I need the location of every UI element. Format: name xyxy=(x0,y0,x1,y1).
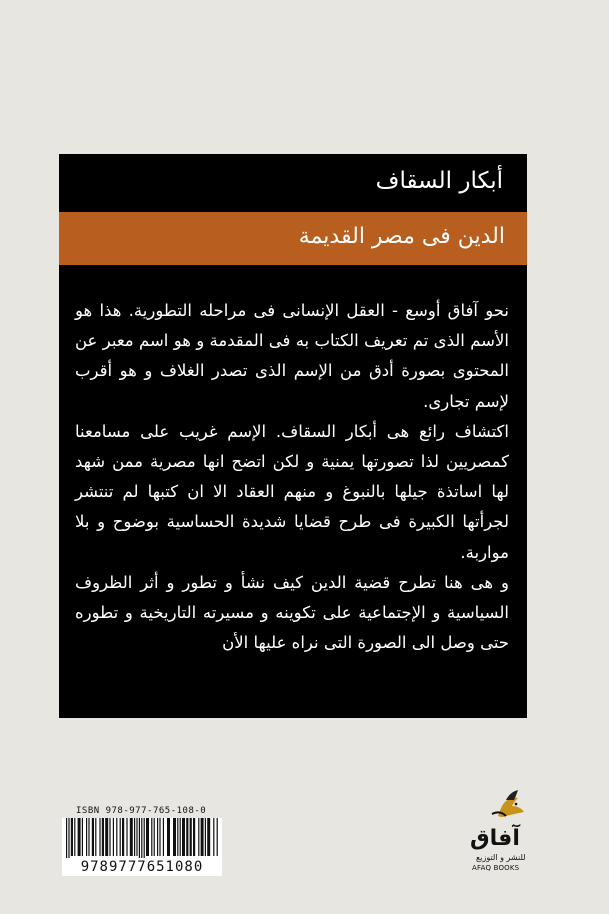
barcode-bar xyxy=(163,818,164,856)
barcode-bar xyxy=(82,818,83,856)
barcode-bar xyxy=(130,818,133,856)
barcode-bar xyxy=(120,818,121,856)
barcode-bar xyxy=(88,818,89,856)
barcode-bar xyxy=(116,818,117,856)
barcode-bar xyxy=(109,818,110,856)
barcode-bar xyxy=(99,818,100,856)
book-title: الدين فى مصر القديمة xyxy=(298,224,505,249)
title-band xyxy=(59,212,527,265)
barcode-bar xyxy=(217,818,218,856)
barcode-bar xyxy=(86,818,87,856)
publisher-name-ar: آفاق xyxy=(470,826,520,851)
barcode-bar xyxy=(159,818,160,856)
barcode-bar xyxy=(207,818,210,856)
barcode-bars xyxy=(62,818,222,860)
barcode-bar xyxy=(68,818,69,860)
barcode-bar xyxy=(113,818,114,856)
barcode-bar xyxy=(78,818,81,856)
barcode-bar xyxy=(74,818,75,856)
barcode-bar xyxy=(139,818,140,860)
barcode-bar xyxy=(146,818,149,856)
barcode-bar xyxy=(205,818,206,856)
barcode-digits: 9789777651080 xyxy=(62,858,222,876)
blurb-paragraph-2: اكتشاف رائع هى أبكار السقاف. الإسم غريب على مسامعنا كمصريين لذا تصورتها يمنية و لكن اتضح انها مصرية ممن شهد لها اساتذة جيلها بالنبوغ و منهم العقاد الا ان كتبها لم تنتشر لجرأتها الكبيرة فى طرح قضايا شديدة الحساسية بوضوح و بلا مواربة. xyxy=(75,421,509,562)
barcode-bar xyxy=(190,818,192,856)
author-name: أبكار السقاف xyxy=(375,168,503,194)
barcode-bar xyxy=(167,818,170,856)
barcode-bar xyxy=(151,818,152,856)
barcode-bar xyxy=(102,818,104,856)
barcode-bar xyxy=(186,818,188,856)
barcode-bar xyxy=(177,818,178,856)
blurb-text xyxy=(75,296,509,658)
barcode xyxy=(62,818,222,860)
barcode-bar xyxy=(136,818,137,856)
barcode-bar xyxy=(182,818,185,856)
barcode-bar xyxy=(198,818,199,856)
publisher-subtitle-ar: للنشر و التوزيع xyxy=(476,853,526,862)
barcode-bar xyxy=(126,818,127,856)
barcode-bar xyxy=(122,818,124,856)
publisher-name-en: AFAQ BOOKS xyxy=(472,864,520,872)
barcode-bar xyxy=(141,818,142,860)
barcode-bar xyxy=(173,818,176,856)
barcode-bar xyxy=(201,818,204,856)
barcode-bar xyxy=(144,818,145,860)
barcode-bar xyxy=(71,818,73,856)
barcode-bar xyxy=(213,818,214,856)
barcode-bar xyxy=(92,818,94,856)
blurb-paragraph-3: و هى هنا تطرح قضية الدين كيف نشأ و تطور و أثر الظروف السياسية و الإجتماعية على تكوينه و مسيرته التاريخية و تطوره حتى وصل الى الصورة التى نراه عليها الأن xyxy=(75,572,509,653)
barcode-bar xyxy=(193,818,195,856)
barcode-bar xyxy=(134,818,135,856)
barcode-bar xyxy=(157,818,158,856)
barcode-bar xyxy=(66,818,67,860)
back-cover-panel xyxy=(59,154,527,718)
barcode-bar xyxy=(95,818,96,856)
barcode-bar xyxy=(154,818,155,856)
barcode-bar xyxy=(105,818,108,856)
barcode-bar xyxy=(180,818,181,856)
isbn-label: ISBN 978-977-765-108-0 xyxy=(76,806,207,816)
blurb-paragraph-1: نحو آفاق أوسع - العقل الإنسانى فى مراحله التطورية. هذا هو الأسم الذى تم تعريف الكتاب به فى المقدمة و هو اسم معبر عن المحتوى بصورة أدق من الإسم الذى تصدر الغلاف و هو أقرب لإسم تجارى. xyxy=(75,301,509,411)
